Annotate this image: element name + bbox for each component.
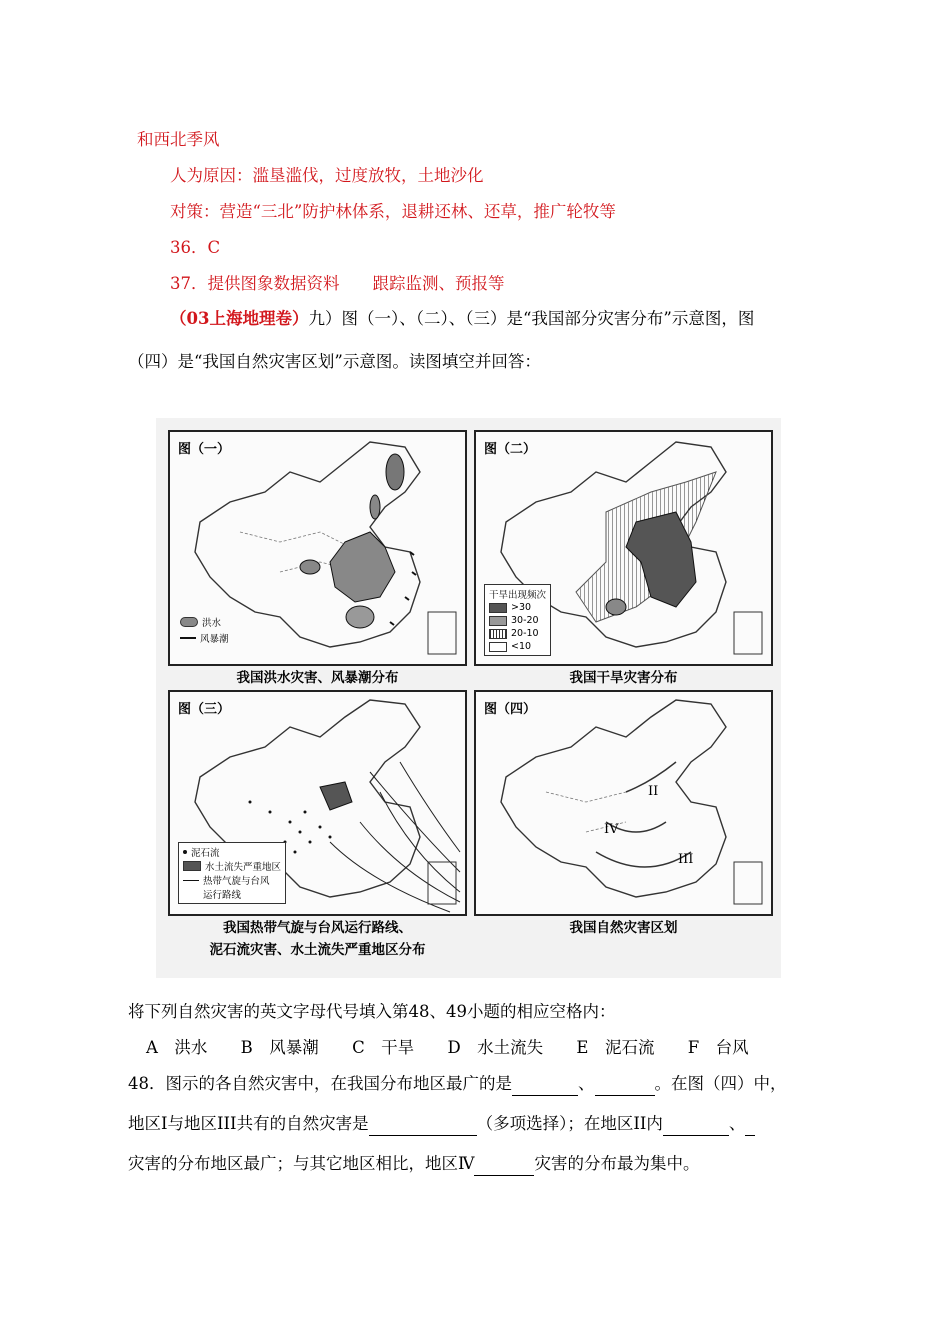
q48-text-b: 、 [578, 1074, 595, 1093]
storm-surge-swatch [180, 637, 196, 639]
legend-20-10: 20-10 [511, 628, 539, 639]
panel-4-label: 图（四） [484, 702, 537, 717]
option-c: C 干旱 [352, 1038, 415, 1057]
swatch-lt10 [489, 642, 507, 652]
option-b: B 风暴潮 [240, 1038, 319, 1057]
legend-30-20: 30-20 [511, 615, 539, 626]
answer-blank-6[interactable] [474, 1159, 534, 1176]
answer-blank-5[interactable] [745, 1119, 755, 1136]
legend-flood: 洪水 [202, 618, 222, 629]
drought-legend-title: 干旱出现频次 [489, 590, 547, 601]
option-a: A 洪水 [146, 1038, 208, 1057]
question-intro [170, 307, 754, 331]
region-II-label: II [648, 784, 659, 799]
legend-lt10: <10 [511, 641, 532, 652]
q48-text-f: 、 [728, 1114, 746, 1133]
legend-typhoon-route: 运行路线 [203, 890, 242, 901]
region-III-label: III [678, 852, 694, 867]
answer-blank-1[interactable] [512, 1079, 578, 1096]
swatch-gt30 [489, 603, 507, 613]
options-row [146, 1036, 749, 1060]
panel-3-label: 图（三） [178, 702, 231, 717]
panel-3-legend [178, 842, 286, 904]
question-48-line-1 [128, 1072, 787, 1096]
question-intro-text: 九）图（一）、（二）、（三）是“我国部分灾害分布”示意图，图 [308, 309, 755, 328]
answer-line-5: 37．提供图象数据资料 跟踪监测、预报等 [170, 274, 505, 293]
map-panel-2 [474, 430, 773, 666]
question-source: （03上海地理卷） [170, 309, 309, 328]
panel-4-caption: 我国自然灾害区划 [569, 920, 678, 936]
q48-text-a: 48．图示的各自然灾害中，在我国分布地区最广的是 [128, 1074, 512, 1093]
panel-3-caption-2: 泥石流灾害、水土流失严重地区分布 [209, 942, 426, 958]
answer-blank-4[interactable] [663, 1119, 729, 1136]
panel-1-label: 图（一） [178, 442, 231, 457]
answer-line-3: 对策：营造“三北”防护林体系，退耕还林、还草，推广轮牧等 [170, 202, 616, 221]
q48-text-e: （多项选择）；在地区II内 [476, 1114, 663, 1133]
debris-flow-swatch [183, 850, 187, 854]
region-IV-label: IV [604, 822, 619, 837]
soil-erosion-swatch [183, 861, 201, 871]
instruction-text: 将下列自然灾害的英文字母代号填入第48、49小题的相应空格内： [128, 1002, 616, 1021]
q48-text-d: 地区Ⅰ与地区III共有的自然灾害是 [128, 1114, 369, 1133]
legend-gt30: >30 [511, 602, 532, 613]
panel-1-caption: 我国洪水灾害、风暴潮分布 [236, 670, 399, 686]
answer-blank-3[interactable] [369, 1119, 477, 1136]
question-48-line-3 [128, 1152, 699, 1176]
legend-storm-surge: 风暴潮 [200, 634, 229, 645]
panel-2-legend [484, 584, 551, 656]
disaster-map-figure [156, 418, 781, 978]
panel-2-label: 图（二） [484, 442, 537, 457]
flood-swatch [180, 617, 198, 627]
option-e: E 泥石流 [576, 1038, 655, 1057]
q48-text-h: 灾害的分布最为集中。 [534, 1154, 700, 1173]
q48-text-c: 。在图（四）中， [654, 1074, 787, 1093]
swatch-30-20 [489, 616, 507, 626]
map-panel-4 [474, 690, 773, 916]
answer-line-2: 人为原因：滥垦滥伐，过度放牧，土地沙化 [170, 166, 484, 185]
map-panel-1 [168, 430, 467, 666]
option-f: F 台风 [687, 1038, 749, 1057]
panel-3-caption-1: 我国热带气旋与台风运行路线、 [223, 920, 412, 936]
question-48-line-2 [128, 1112, 755, 1136]
panel-2-caption: 我国干旱灾害分布 [569, 670, 678, 686]
china-map-zoning [476, 692, 771, 914]
option-d: D 水土流失 [447, 1038, 544, 1057]
answer-line-4: 36．C [170, 238, 221, 257]
panel-1-legend [180, 614, 229, 646]
answer-blank-2[interactable] [595, 1079, 655, 1096]
legend-typhoon: 热带气旋与台风 [203, 876, 270, 887]
legend-debris-flow: 泥石流 [191, 848, 220, 859]
typhoon-route-swatch [183, 880, 199, 881]
map-panel-3 [168, 690, 467, 916]
swatch-20-10 [489, 629, 507, 639]
legend-soil-erosion: 水土流失严重地区 [205, 862, 282, 873]
question-intro-2: （四）是“我国自然灾害区划”示意图。读图填空并回答： [128, 352, 541, 371]
q48-text-g: 灾害的分布地区最广；与其它地区相比，地区Ⅳ [128, 1154, 475, 1173]
answer-line-1: 和西北季风 [137, 130, 220, 149]
